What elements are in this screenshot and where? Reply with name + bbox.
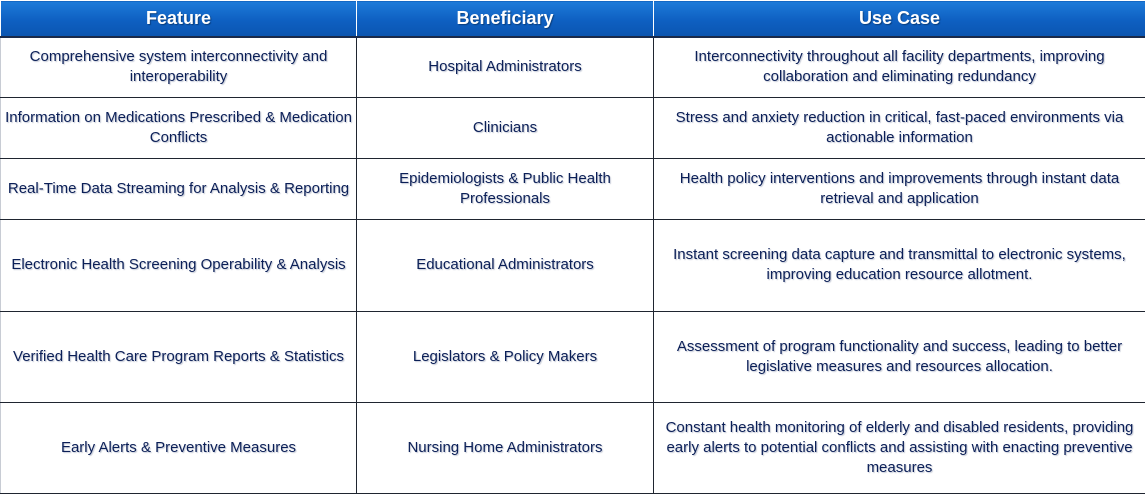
feature-cell: Comprehensive system interconnectivity and interoperability [1, 37, 357, 98]
feature-cell: Verified Health Care Program Reports & Statistics [1, 311, 357, 402]
header-use-case: Use Case [654, 1, 1145, 37]
header-beneficiary: Beneficiary [357, 1, 654, 37]
use-case-cell: Health policy interventions and improvements through instant data retrieval and application [654, 159, 1145, 220]
use-case-cell: Instant screening data capture and transmittal to electronic systems, improving education resource allotment. [654, 220, 1145, 311]
use-case-cell: Constant health monitoring of elderly and disabled residents, providing early alerts to potential conflicts and assisting with enacting preventive measures [654, 402, 1145, 493]
table-body [1, 37, 1145, 494]
use-case-cell: Stress and anxiety reduction in critical, fast-paced environments via actionable information [654, 98, 1145, 159]
beneficiary-cell: Nursing Home Administrators [357, 402, 654, 493]
beneficiary-cell: Hospital Administrators [357, 37, 654, 98]
beneficiary-cell: Epidemiologists & Public Health Professionals [357, 159, 654, 220]
use-case-cell: Interconnectivity throughout all facility departments, improving collaboration and eliminating redundancy [654, 37, 1145, 98]
table-row [1, 402, 1145, 493]
table-row [1, 311, 1145, 402]
feature-cell: Information on Medications Prescribed & Medication Conflicts [1, 98, 357, 159]
use-case-cell: Assessment of program functionality and success, leading to better legislative measures and resources allocation. [654, 311, 1145, 402]
feature-cell: Electronic Health Screening Operability & Analysis [1, 220, 357, 311]
beneficiary-cell: Educational Administrators [357, 220, 654, 311]
feature-cell: Real-Time Data Streaming for Analysis & Reporting [1, 159, 357, 220]
table-row [1, 37, 1145, 98]
table-row [1, 98, 1145, 159]
table-row [1, 159, 1145, 220]
header-feature: Feature [1, 1, 357, 37]
table-row [1, 220, 1145, 311]
beneficiary-cell: Clinicians [357, 98, 654, 159]
table-header [1, 1, 1145, 37]
feature-cell: Early Alerts & Preventive Measures [1, 402, 357, 493]
beneficiary-cell: Legislators & Policy Makers [357, 311, 654, 402]
header-row [1, 1, 1145, 37]
